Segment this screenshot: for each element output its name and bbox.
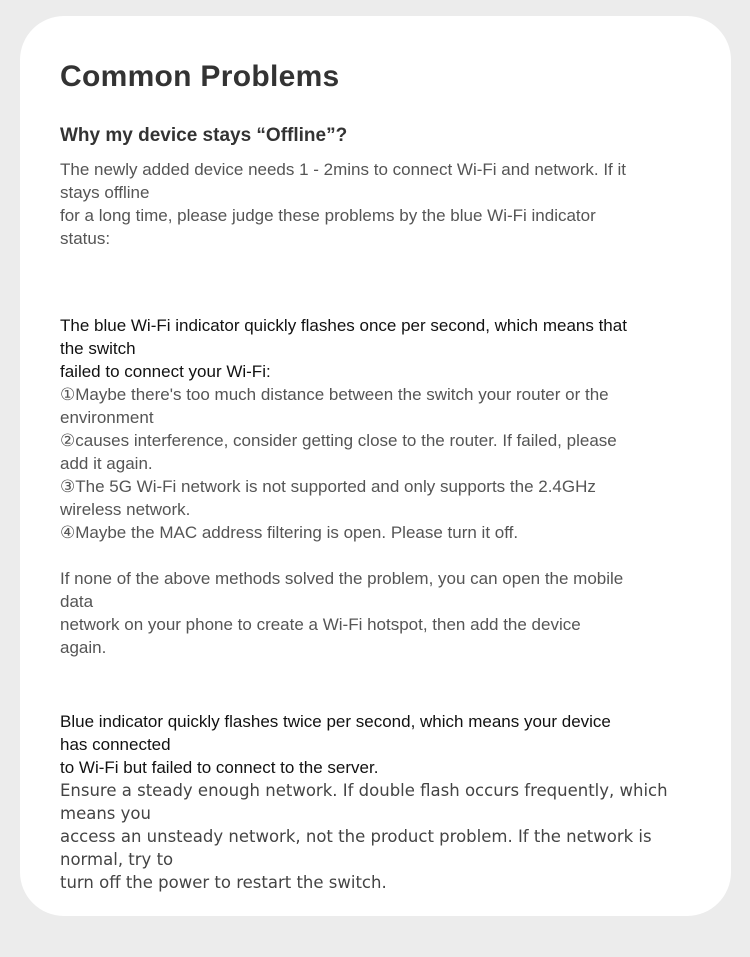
intro-line: for a long time, please judge these problems by the blue Wi-Fi indicator — [60, 206, 596, 225]
single-flash-cause: ④Maybe the MAC address filtering is open. Please turn it off. — [60, 523, 519, 542]
double-flash-advice: normal, try to — [60, 850, 174, 869]
single-flash-cause: ①Maybe there's too much distance between the switch your router or the — [60, 385, 609, 404]
single-flash-description: failed to connect your Wi-Fi: — [60, 362, 271, 381]
fallback-line: network on your phone to create a Wi-Fi hotspot, then add the device — [60, 615, 581, 634]
fallback-line: If none of the above methods solved the problem, you can open the mobile — [60, 569, 624, 588]
single-flash-description: the switch — [60, 339, 136, 358]
hotspot-fallback-paragraph — [60, 567, 623, 659]
double-flash-advice: turn off the power to restart the switch. — [60, 873, 387, 892]
single-flash-cause: ②causes interference, consider getting close to the router. If failed, please — [60, 431, 617, 450]
double-flash-description: has connected — [60, 735, 171, 754]
double-flash-description: Blue indicator quickly flashes twice per second, which means your device — [60, 712, 611, 731]
single-flash-cause: ③The 5G Wi-Fi network is not supported and only supports the 2.4GHz — [60, 477, 596, 496]
single-flash-section — [60, 314, 627, 544]
single-flash-cause: environment — [60, 408, 154, 427]
faq-card — [20, 16, 731, 916]
intro-line: status: — [60, 229, 111, 248]
single-flash-cause: add it again. — [60, 454, 153, 473]
fallback-line: data — [60, 592, 94, 611]
double-flash-section — [60, 710, 668, 894]
intro-line: stays offline — [60, 183, 150, 202]
double-flash-description: to Wi-Fi but failed to connect to the server. — [60, 758, 379, 777]
faq-content — [60, 58, 700, 892]
question-heading: Why my device stays “Offline”? — [60, 125, 348, 146]
intro-paragraph — [60, 158, 626, 250]
single-flash-cause: wireless network. — [60, 500, 191, 519]
double-flash-advice: means you — [60, 804, 151, 823]
double-flash-advice: Ensure a steady enough network. If double flash occurs frequently, which — [60, 781, 668, 800]
intro-line: The newly added device needs 1 - 2mins to connect Wi-Fi and network. If it — [60, 160, 626, 179]
page-title: Common Problems — [60, 60, 340, 93]
single-flash-description: The blue Wi-Fi indicator quickly flashes once per second, which means that — [60, 316, 627, 335]
fallback-line: again. — [60, 638, 107, 657]
double-flash-advice: access an unsteady network, not the product problem. If the network is — [60, 827, 652, 846]
